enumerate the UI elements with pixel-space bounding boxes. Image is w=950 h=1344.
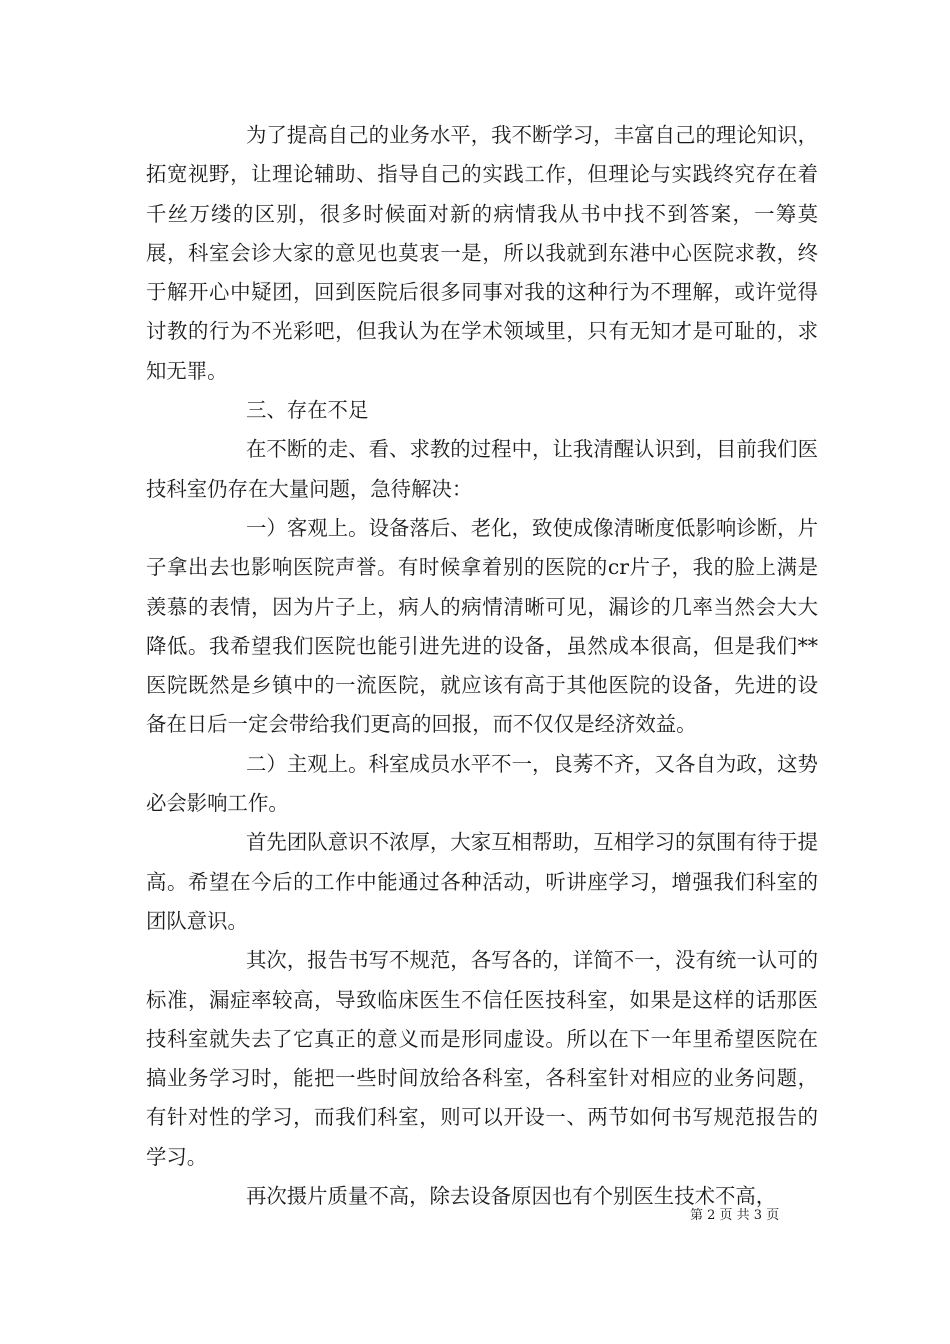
paragraph-team-awareness: 首先团队意识不浓厚，大家互相帮助，互相学习的氛围有待于提高。希望在今后的工作中能通过各种活动，听讲座学习，增强我们科室的团队意识。 <box>146 830 818 933</box>
paragraph-self-study: 为了提高自己的业务水平，我不断学习，丰富自己的理论知识，拓宽视野，让理论辅助、指导自己的实践工作，但理论与实践终究存在着千丝万缕的区别，很多时候面对新的病情我从书中找不到答案，一筹莫展，科室会诊大家的意见也莫衷一是，所以我就到东港中心医院求教，终于解开心中疑团，回到医院后很多同事对我的这种行为不理解，或许觉得讨教的行为不光彩吧，但我认为在学术领域里，只有无知才是可耻的，求知无罪。 <box>146 123 818 383</box>
section-heading-shortcomings: 三、存在不足 <box>246 398 369 423</box>
paragraph-objective-equipment: 一）客观上。设备落后、老化，致使成像清晰度低影响诊断，片子拿出去也影响医院声誉。有时候拿着别的医院的cr片子，我的脸上满是羡慕的表情，因为片子上，病人的病情清晰可见，漏诊的几率当然会大大降低。我希望我们医院也能引进先进的设备，虽然成本很高，但是我们**医院既然是乡镇中的一流医院，就应该有高于其他医院的设备，先进的设备在日后一定会带给我们更高的回报，而不仅仅是经济效益。 <box>146 515 818 737</box>
paragraph-film-quality: 再次摄片质量不高，除去设备原因也有个别医生技术不高， <box>246 1184 777 1209</box>
document-body <box>146 116 818 1216</box>
page-number-footer: 第 2 页 共 3 页 <box>690 1208 780 1223</box>
paragraph-report-writing: 其次，报告书写不规范，各写各的，详简不一，没有统一认可的标准，漏症率较高，导致临床医生不信任医技科室，如果是这样的话那医技科室就失去了它真正的意义而是形同虚设。所以在下一年里希望医院在搞业务学习时，能把一些时间放给各科室，各科室针对相应的业务问题，有针对性的学习，而我们科室，则可以开设一、两节如何书写规范报告的学习。 <box>146 948 818 1169</box>
paragraph-problems-intro: 在不断的走、看、求教的过程中，让我清醒认识到，目前我们医技科室仍存在大量问题，急待解决： <box>146 437 818 501</box>
paragraph-subjective-staff: 二）主观上。科室成员水平不一，良莠不齐，又各自为政，这势必会影响工作。 <box>146 751 818 816</box>
